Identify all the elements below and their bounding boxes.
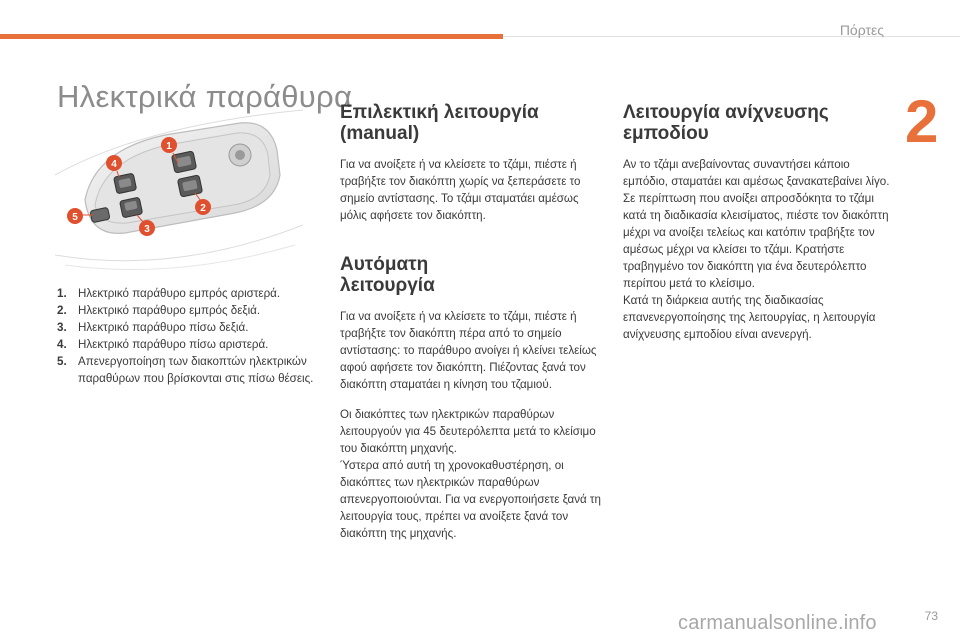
legend-item: 2. Ηλεκτρικό παράθυρο εμπρός δεξιά.	[57, 304, 261, 317]
switch-rear-left	[114, 173, 137, 194]
svg-text:1: 1	[166, 141, 172, 152]
svg-text:4: 4	[111, 159, 117, 170]
legend-item: 1. Ηλεκτρικό παράθυρο εμπρός αριστερά.	[57, 287, 281, 300]
watermark: carmanualsonline.info	[678, 612, 877, 634]
header-accent-bar	[0, 34, 503, 39]
switch-front-right	[177, 175, 202, 197]
antipinch-text-3: Κατά τη διάρκεια αυτής της διαδικασίας επανενεργοποίησης της λειτουργίας, η λειτουργία ανίχνευσης εμποδίου είναι ανενεργή.	[623, 294, 876, 341]
auto-timeout-text-2: Ύστερα από αυτή τη χρονοκαθυστέρηση, οι διακόπτες των ηλεκτρικών παραθύρων απενεργοποιούνται. Για να ενεργοποιήσετε ξανά τη λειτουργία τους, πρέπει να ανοίξετε ξανά τον διακόπτη της μηχανής.	[340, 459, 601, 540]
header-rule	[503, 36, 960, 37]
auto-timeout-text: Οι διακόπτες των ηλεκτρικών παραθύρων λειτουργούν για 45 δευτερόλεπτα μετά το κλείσιμο του διακόπτη μηχανής.	[340, 408, 596, 455]
column-manual-auto	[340, 102, 608, 542]
legend-item: 3. Ηλεκτρικό παράθυρο πίσω δεξιά.	[57, 321, 249, 334]
column-antipinch	[623, 102, 895, 343]
heading-antipinch: Λειτουργία ανίχνευσης εμποδίου	[623, 102, 829, 144]
switch-rear-right	[120, 197, 143, 218]
chapter-number: 2	[905, 88, 939, 155]
auto-text: Για να ανοίξετε ή να κλείσετε το τζάμι, πιέστε ή τραβήξτε τον διακόπτη πέρα από το σημείο αντίστασης: το παράθυρο ανοίγει ή κλείνει τελείως αφού αφήσετε τον διακόπτη. Πιέζοντας ξανά τον διακόπτη σταματάει η κίνηση του τζαμιού.	[340, 310, 597, 391]
switch-front-left	[171, 151, 196, 173]
heading-auto: Αυτόματη λειτουργία	[340, 254, 435, 296]
manual-text: Για να ανοίξετε ή να κλείσετε το τζάμι, πιέστε ή τραβήξτε τον διακόπτη χωρίς να ξεπεράσετε το σημείο αντίστασης. Το τζάμι σταματάει αμέσως μόλις αφήσετε τον διακόπτη.	[340, 158, 581, 222]
window-switch-panel-illustration	[55, 105, 303, 275]
legend-item: 4. Ηλεκτρικό παράθυρο πίσω αριστερά.	[57, 338, 269, 351]
heading-manual: Επιλεκτική λειτουργία (manual)	[340, 102, 539, 144]
page-number: 73	[924, 609, 938, 623]
svg-text:3: 3	[144, 224, 150, 235]
legend-item: 5. Απενεργοποίηση των διακοπτών ηλεκτρικών παραθύρων που βρίσκονται στις πίσω θέσεις.	[57, 355, 314, 385]
page-title: Ηλεκτρικά παράθυρα	[57, 78, 353, 114]
svg-text:2: 2	[200, 203, 206, 214]
svg-text:5: 5	[72, 212, 78, 223]
antipinch-text-1: Αν το τζάμι ανεβαίνοντας συναντήσει κάποιο εμπόδιο, σταματάει και αμέσως ξανακατεβαίνει λίγο.	[623, 158, 890, 188]
antipinch-text-2: Σε περίπτωση που ανοίξει απροσδόκητα το τζάμι κατά τη διαδικασία κλεισίματος, πιέστε τον διακόπτη μέχρι να ανοίξει τελείως και κατόπιν τραβήξτε τον αμέσως μέχρι να κλείσει το τζάμι. Κρατήστε τραβηγμένο τον διακόπτη για ένα δευτερόλεπτο περίπου μετά το κλείσιμο.	[623, 192, 889, 290]
legend-list	[57, 285, 327, 387]
chapter-label: Πόρτες	[839, 22, 884, 38]
